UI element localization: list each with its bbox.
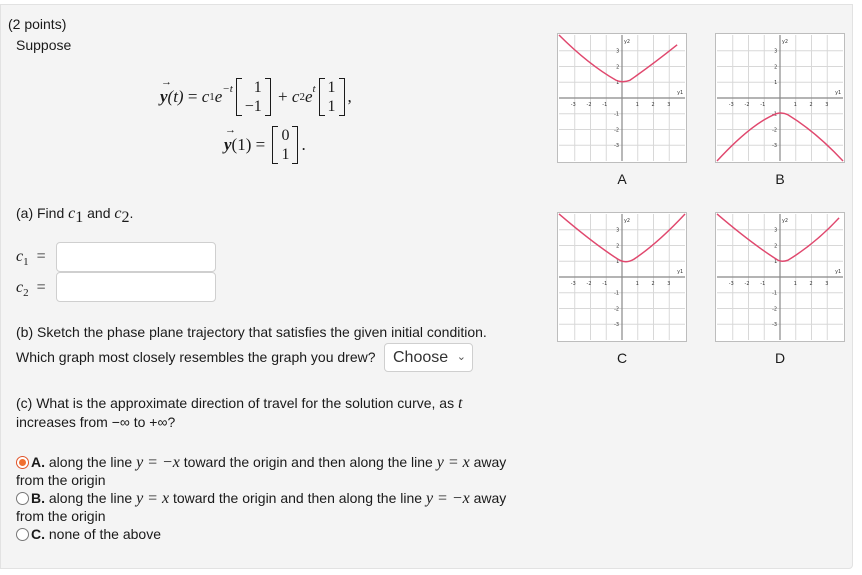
initial-vector: 0 1 xyxy=(272,126,298,164)
part-c-prompt: (c) What is the approximate direction of travel for the solution curve, as t xyxy=(16,395,463,412)
graph-c xyxy=(557,212,687,342)
eigenvector-2: 1 1 xyxy=(319,78,345,116)
option-b-radio[interactable] xyxy=(16,492,29,505)
part-a-prompt: (a) Find $c_1$ and $c_2$. xyxy=(16,205,134,226)
graph-choice-select[interactable]: Choose ⌄ xyxy=(384,343,473,372)
option-a-label-wrap: from the origin xyxy=(16,472,106,488)
graph-b-label: B xyxy=(775,171,785,187)
graph-d-label: D xyxy=(774,350,786,366)
graph-d xyxy=(715,212,845,342)
graph-c-label: C xyxy=(616,350,628,366)
graph-b xyxy=(715,33,845,163)
c2-input[interactable] xyxy=(56,272,216,302)
graph-a-label: A xyxy=(617,171,627,187)
option-a-radio[interactable] xyxy=(16,456,29,469)
y-vector-symbol: → y xyxy=(160,87,168,107)
chevron-down-icon: ⌄ xyxy=(456,351,466,363)
eigenvector-1: 1 −1 xyxy=(236,78,271,116)
option-b-label-wrap: from the origin xyxy=(16,508,106,524)
y-vector-symbol: → y xyxy=(224,135,232,155)
c1-label: $c_1$ = xyxy=(16,248,46,269)
intro-text: Suppose xyxy=(16,37,72,53)
c1-input[interactable] xyxy=(56,242,216,272)
points-label: (2 points) xyxy=(8,16,67,32)
option-c-radio[interactable] xyxy=(16,528,29,541)
option-c-label[interactable]: C. none of the above xyxy=(31,526,161,542)
initial-condition: → y (1) = 0 1 . xyxy=(224,126,306,164)
part-b-question: Which graph most closely resembles the graph you drew? xyxy=(16,349,376,365)
option-b-label[interactable]: B. along the line y = x toward the origin and then along the line y = −x away xyxy=(31,490,507,507)
part-c-prompt-line2: increases from −∞ to +∞? xyxy=(16,414,176,430)
graph-a xyxy=(557,33,687,163)
part-b-prompt: (b) Sketch the phase plane trajectory that satisfies the given initial condition. xyxy=(16,324,487,340)
solution-equation: → y (t) = c 1 e $^{-t}$ 1 −1 + c 2 e $^t$ 1 1 , xyxy=(160,78,352,116)
c2-label: $c_2$ = xyxy=(16,279,46,300)
option-a-label[interactable]: A. along the line y = −x toward the origin and then along the line y = x away xyxy=(31,454,507,471)
